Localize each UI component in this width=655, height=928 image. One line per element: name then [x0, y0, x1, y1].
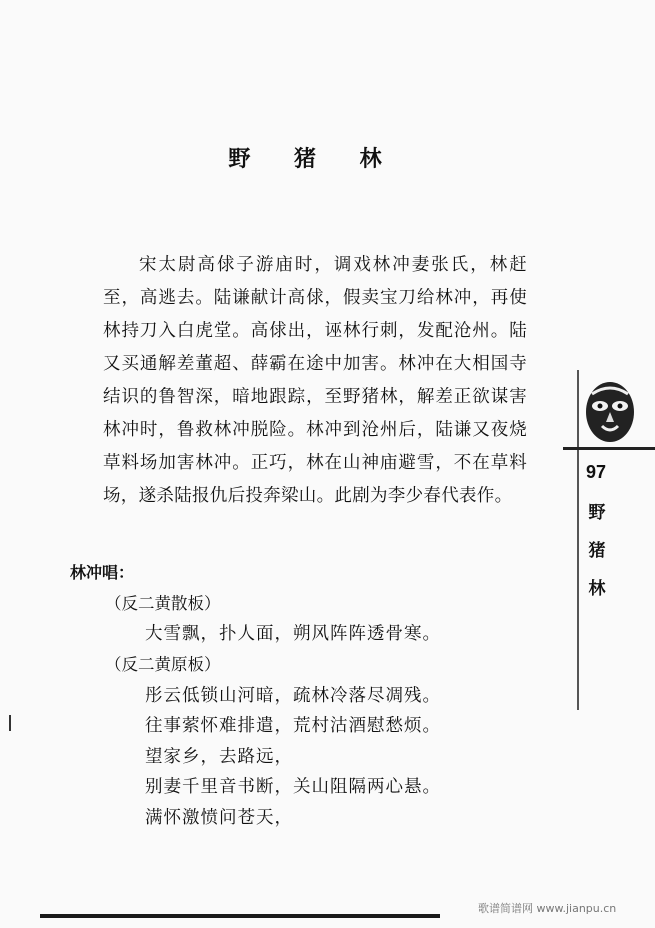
page-title: 野 猪 林 — [228, 146, 400, 172]
lyric-line: 别妻千里音书断，关山阻隔两心悬。 — [145, 777, 441, 797]
synopsis-paragraph: 宋太尉高俅子游庙时，调戏林冲妻张氏，林赶至，高逃去。陆谦献计高俅，假卖宝刀给林冲，再使林持刀入白虎堂。高俅出，诬林行刺，发配沧州。陆又买通解差董超、薛霸在途中加害。林冲在大相国寺结识的鲁智深，暗地跟踪，至野猪林，解差正欲谋害林冲时，鲁救林冲脱险。林冲到沧州后，陆谦又夜烧草料场加害林冲。正巧，林在山神庙避雪，不在草料场，遂杀陆报仇后投奔梁山。此剧为李少春代表作。 — [103, 255, 527, 506]
margin-mark — [9, 715, 11, 731]
side-divider-horizontal — [563, 447, 655, 450]
running-title-char: 野 — [588, 503, 606, 523]
watermark: 歌谱简谱网 www.jianpu.cn — [478, 902, 617, 915]
bottom-rule — [40, 914, 440, 918]
lyric-line: 彤云低锁山河暗，疏林冷落尽凋残。 — [145, 686, 441, 706]
lyric-line: 往事萦怀难排遣，荒村沽酒慰愁烦。 — [145, 716, 441, 736]
opera-mask-icon — [582, 376, 638, 446]
mode-label-2: （反二黄原板） — [105, 655, 221, 674]
mode-label-1: （反二黄散板） — [105, 594, 221, 613]
lyric-line: 望家乡，去路远， — [145, 747, 293, 767]
role-label: 林冲唱： — [70, 563, 135, 582]
running-title — [586, 494, 608, 608]
side-divider-vertical — [577, 370, 579, 710]
lyric-line: 满怀激愤问苍天， — [145, 808, 293, 828]
page-number: 97 — [586, 462, 607, 482]
running-title-char: 猪 — [588, 541, 606, 561]
running-title-char: 林 — [588, 579, 606, 599]
lyric-line: 大雪飘，扑人面，朔风阵阵透骨寒。 — [145, 624, 441, 644]
